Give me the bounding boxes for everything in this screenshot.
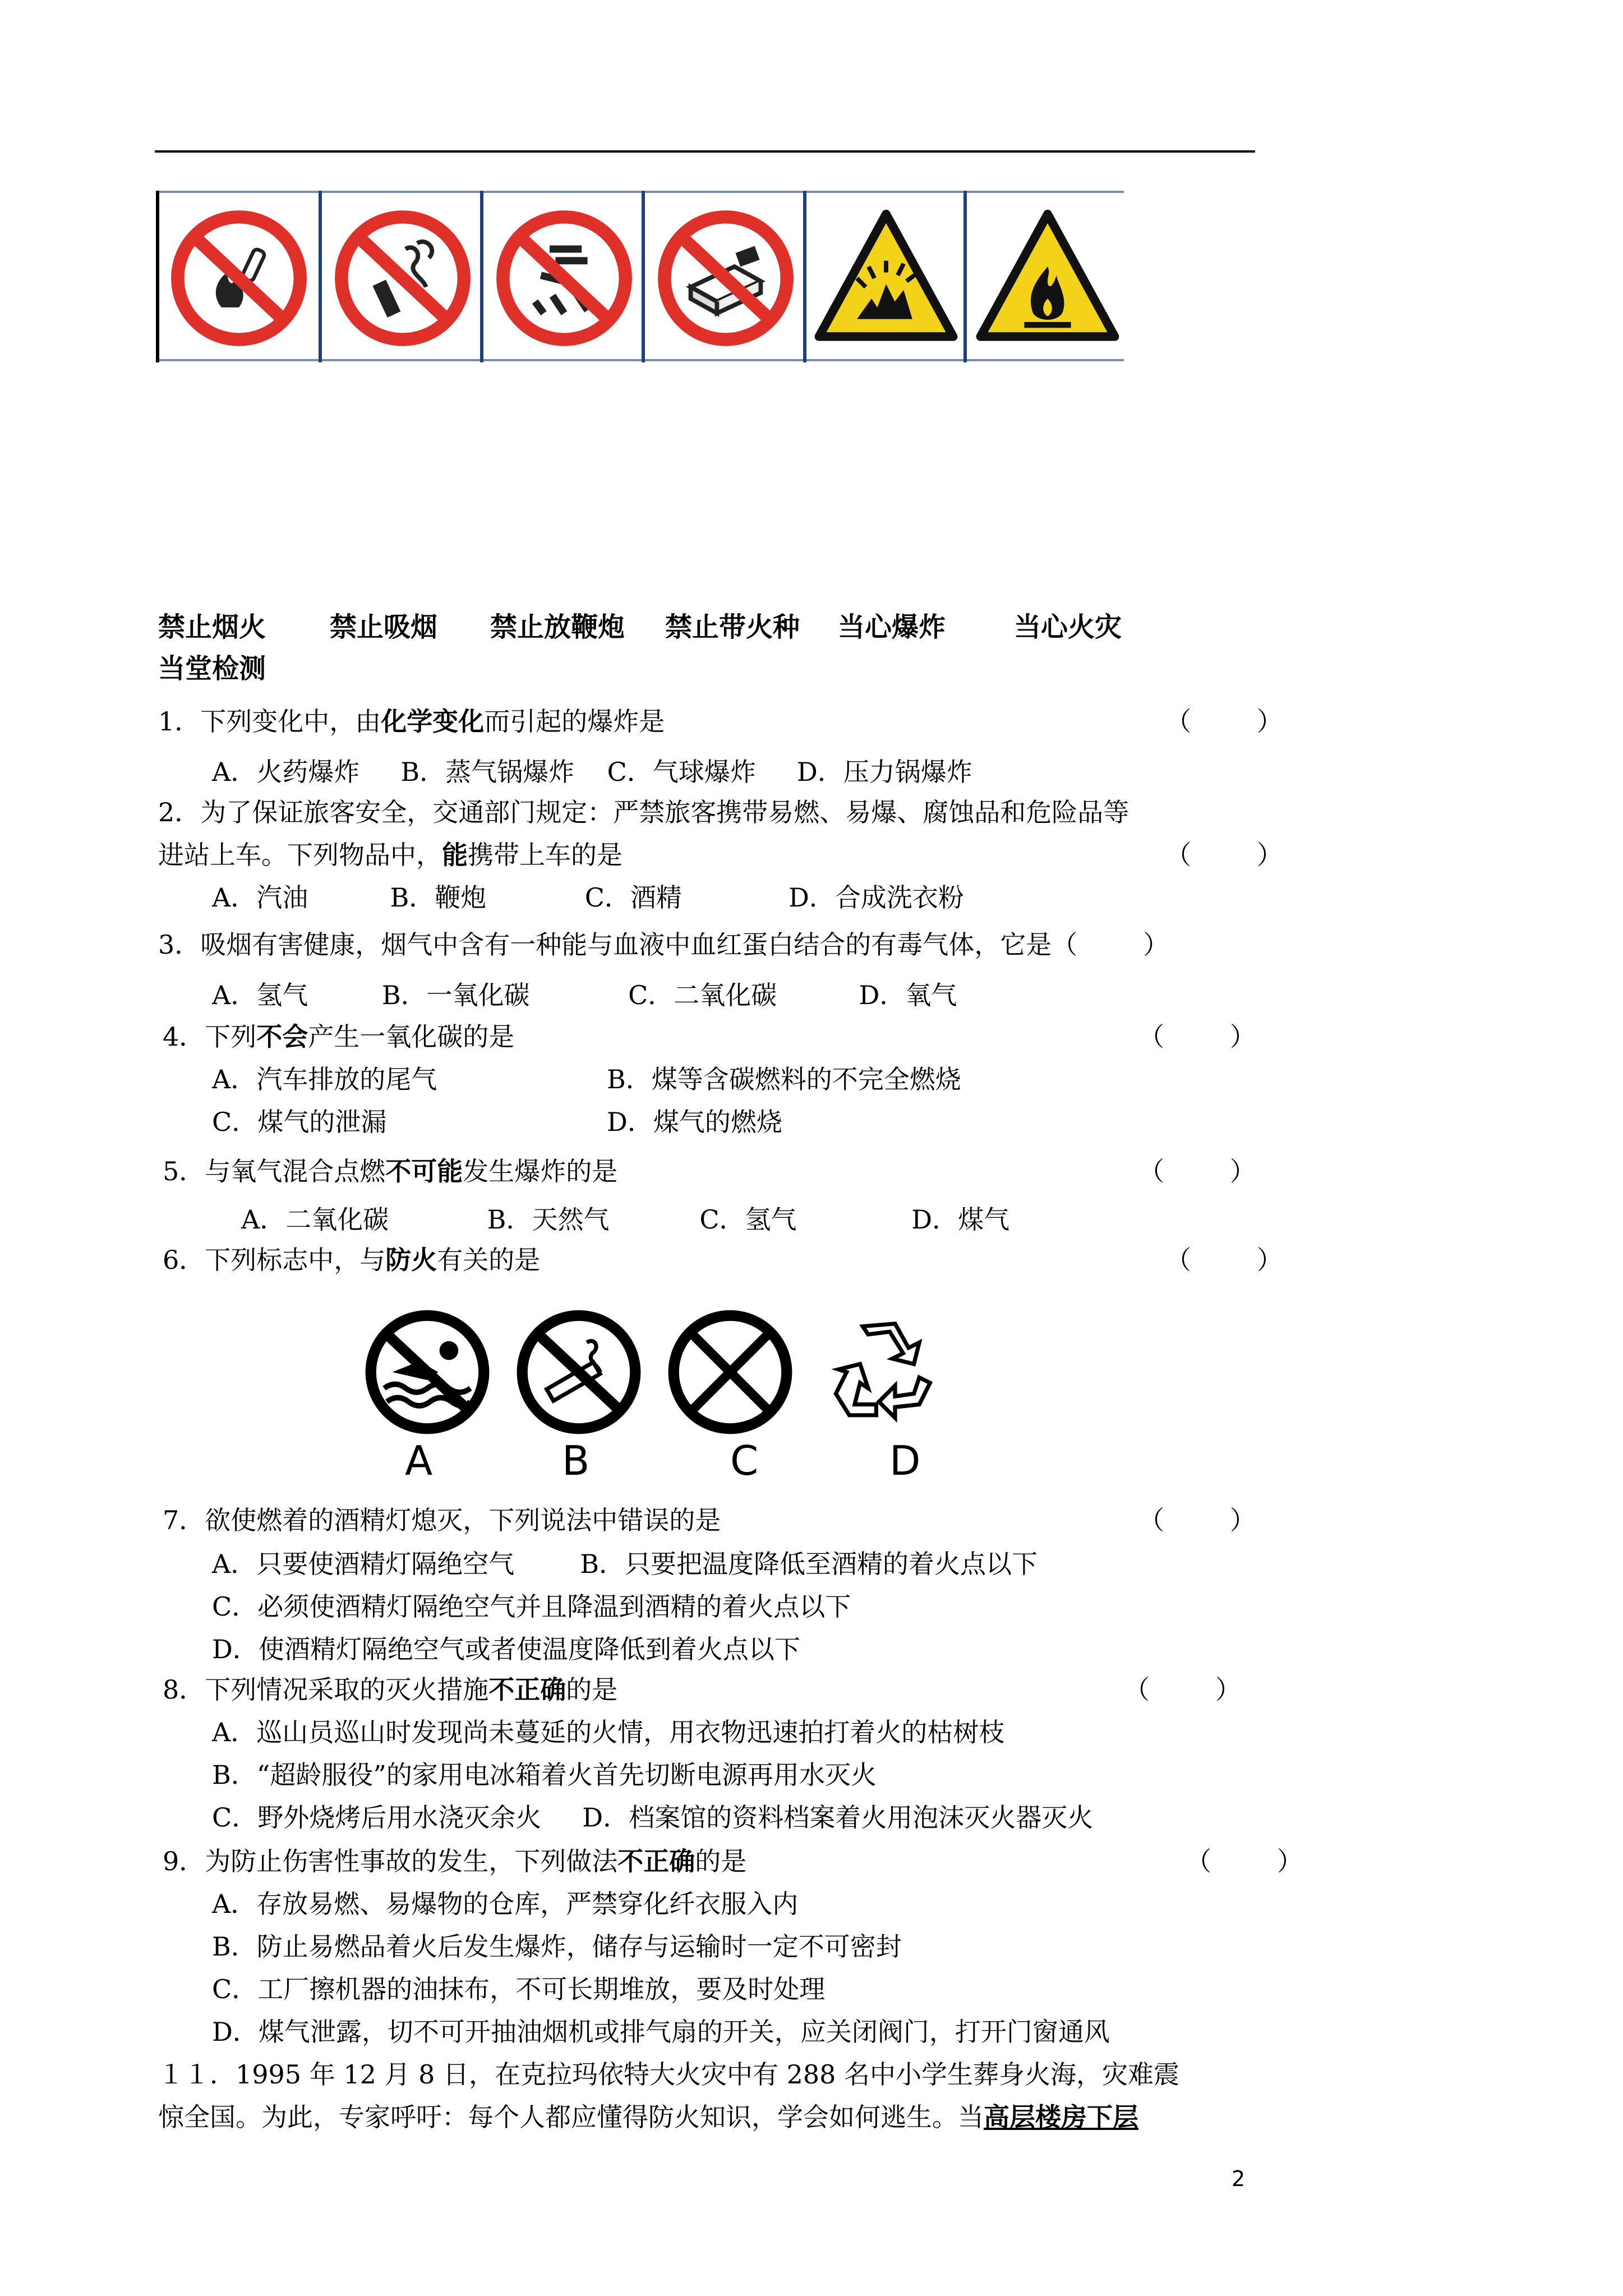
q2-answer-blank: （ ）: [1165, 840, 1283, 870]
q6-label-c: C: [730, 1437, 759, 1484]
q7-answer-blank: （ ）: [1138, 1505, 1256, 1535]
caption-4: 禁止带火种: [665, 611, 800, 643]
q9-option-d: D．煤气泄露，切不可开抽油烟机或排气扇的开关，应关闭阀门，打开门窗通风: [212, 2017, 1110, 2047]
page-number: 2: [1232, 2166, 1246, 2191]
q4-option-d: D．煤气的燃烧: [607, 1107, 782, 1137]
q5-answer-blank: （ ）: [1138, 1156, 1256, 1186]
no-smoking-bw-icon: [511, 1305, 646, 1439]
recycle-icon: [814, 1305, 949, 1439]
q9-option-c: C．工厂擦机器的油抹布，不可长期堆放，要及时处理: [212, 1974, 826, 2004]
q9-option-b: B．防止易燃品着火后发生爆炸，储存与运输时一定不可密封: [212, 1931, 902, 1962]
q3-options: A．氢气 B．一氧化碳 C．二氧化碳 D．氧气: [212, 980, 957, 1010]
q5-stem: 5．与氧气混合点燃不可能发生爆炸的是: [163, 1156, 618, 1186]
q7-option-c: C．必须使酒精灯隔绝空气并且降温到酒精的着火点以下: [212, 1591, 851, 1622]
q2-options: A．汽油 B．鞭炮 C．酒精 D．合成洗衣粉: [212, 882, 964, 913]
q3-stem: 3．吸烟有害健康，烟气中含有一种能与血液中血红蛋白结合的有毒气体，它是（ ）: [158, 930, 1169, 960]
q6-stem: 6．下列标志中，与防火有关的是: [163, 1245, 541, 1275]
q6-label-d: D: [889, 1437, 921, 1484]
q4-stem: 4．下列不会产生一氧化碳的是: [163, 1022, 515, 1052]
q6-label-b: B: [562, 1437, 590, 1484]
header-rule: [155, 150, 1255, 153]
q8-option-a: A．巡山员巡山时发现尚未蔓延的火情，用衣物迅速拍打着火的枯树枝: [212, 1717, 1005, 1747]
q2-stem-line2: 进站上车。下列物品中，能携带上车的是: [158, 840, 623, 870]
caption-6: 当心火灾: [1014, 611, 1122, 643]
caption-2: 禁止吸烟: [330, 611, 438, 643]
q7-options-ab: A．只要使酒精灯隔绝空气 B．只要把温度降低至酒精的着火点以下: [212, 1549, 1038, 1579]
q9-option-a: A．存放易燃、易爆物的仓库，严禁穿化纤衣服入内: [212, 1889, 799, 1919]
q1-stem: 1．下列变化中，由化学变化而引起的爆炸是: [158, 706, 665, 737]
section-title: 当堂检测: [158, 653, 266, 684]
q6-label-a: A: [405, 1437, 433, 1484]
q8-stem: 8．下列情况采取的灭火措施不正确的是: [163, 1674, 618, 1705]
q4-option-b: B．煤等含碳燃料的不完全燃烧: [607, 1064, 961, 1094]
q4-answer-blank: （ ）: [1138, 1022, 1256, 1052]
no-entry-cross-icon: [663, 1305, 797, 1439]
fire-warning-icon: [975, 205, 1121, 351]
q6-sign-options: [343, 1305, 1004, 1504]
no-swimming-icon: [360, 1305, 495, 1439]
caption-1: 禁止烟火: [158, 611, 266, 643]
q6-answer-blank: （ ）: [1165, 1245, 1283, 1275]
explosion-warning-icon: [813, 205, 959, 351]
q9-answer-blank: （ ）: [1186, 1846, 1303, 1876]
q4-option-c: C．煤气的泄漏: [212, 1107, 387, 1137]
safety-sign-strip: [156, 191, 1124, 362]
q2-stem-line1: 2．为了保证旅客安全，交通部门规定：严禁旅客携带易燃、易爆、腐蚀品和危险品等: [158, 797, 1129, 827]
q1-options: A．火药爆炸 B．蒸气锅爆炸 C．气球爆炸 D．压力锅爆炸: [212, 757, 972, 787]
no-matches-icon: [653, 205, 799, 351]
caption-5: 当心爆炸: [838, 611, 946, 643]
q7-option-d: D．使酒精灯隔绝空气或者使温度降低到着火点以下: [212, 1634, 800, 1664]
q8-options-cd: C．野外烧烤后用水浇灭余火 D．档案馆的资料档案着火用泡沫灭火器灭火: [212, 1802, 1094, 1833]
q11-stem-line1: １１．1995 年 12 月 8 日，在克拉玛依特大火灾中有 288 名中小学生葬身火海，灾难震: [158, 2059, 1180, 2090]
q9-stem: 9．为防止伤害性事故的发生，下列做法不正确的是: [163, 1846, 747, 1876]
q11-stem-line2: 惊全国。为此，专家呼吁：每个人都应懂得防火知识，学会如何逃生。当高层楼房下层: [158, 2102, 1138, 2132]
q8-answer-blank: （ ）: [1124, 1674, 1241, 1705]
q7-stem: 7．欲使燃着的酒精灯熄灭，下列说法中错误的是: [163, 1505, 721, 1535]
q1-answer-blank: （ ）: [1165, 706, 1283, 737]
caption-3: 禁止放鞭炮: [490, 611, 625, 643]
q5-options: A．二氧化碳 B．天然气 C．氢气 D．煤气: [241, 1204, 1010, 1235]
no-open-flame-icon: [166, 205, 312, 351]
no-firecrackers-icon: [491, 205, 637, 351]
q8-option-b: B．“超龄服役”的家用电冰箱着火首先切断电源再用水灭火: [212, 1760, 877, 1790]
no-smoking-icon: [330, 205, 476, 351]
q4-option-a: A．汽车排放的尾气: [212, 1064, 437, 1094]
